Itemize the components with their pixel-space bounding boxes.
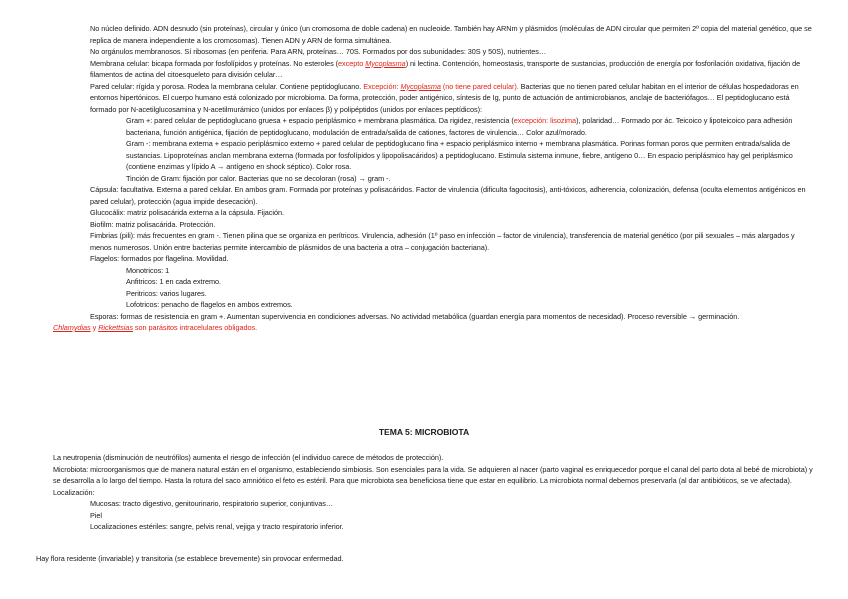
list-item-neutropenia — [0, 452, 813, 464]
nucleo-text: No núcleo definido. ADN desnudo (sin proteínas), circular y único (un cromosoma de doble cadena) en nucleoide. También hay ARNm y plásmidos (moléculas de ADN circular que permiten 2º copia del material genético, que se replica de manera independiente a los cromosomas). Tienen ADN y ARN de forma simultánea. — [90, 24, 812, 45]
list-item-membrana — [0, 58, 816, 81]
localizacion-text: Piel — [90, 510, 102, 520]
list-item-microbiota — [0, 464, 813, 499]
lisozima-exception: excepción: lisozima — [513, 116, 577, 125]
list-item-localizacion — [0, 521, 816, 533]
pared-text: Pared celular: rígida y porosa. Rodea la membrana celular. Contiene peptidoglucano. — [90, 81, 364, 91]
chlamydias-link: Chlamydias — [53, 323, 91, 332]
list-item-capsula — [0, 184, 816, 207]
membrana-exception: excepto — [338, 58, 366, 68]
list-item-flagelo-tipo — [0, 288, 794, 300]
glucocalix-text: Glucocálix: matriz polisacárida externa a la cápsula. Fijación. — [90, 208, 284, 217]
flora-paragraph: Hay flora residente (invariable) y transitoria (se establece brevemente) sin provocar enfermedad. — [36, 554, 344, 563]
list-item-pared — [0, 81, 816, 116]
list-item-localizacion — [0, 498, 816, 510]
fimbrias-text: Fimbrias (pili): más frecuentes en gram -. Tienen pilina que se organiza en perítricos. Virulencia, adhesión (1º paso en infección – factor de virulencia), transferencia de material genético (por pili sexuales – más alargados y menos numerosos. Unión entre bacterias permite intercambio de plásmidos de una bacteria a otra – conjugación bacteriana). — [90, 231, 795, 252]
list-item-flagelo-tipo — [0, 265, 794, 277]
mycoplasma-link: Mycoplasma — [365, 58, 406, 68]
gram-positive-text: Gram +: pared celular de peptidoglucano gruesa + espacio periplásmico + membrana plasmática. Da rigidez, resistencia ( — [126, 116, 514, 125]
list-item-parasitos — [0, 322, 813, 334]
parasitos-and: y — [90, 323, 99, 332]
flagelo-tipo-text: Monotricos: 1 — [126, 265, 170, 275]
localizacion-text: Localizaciones estériles: sangre, pelvis renal, vejiga y tracto respiratorio inferior. — [90, 522, 344, 531]
list-item-flagelos — [0, 253, 816, 265]
pared-exception: Excepción: — [363, 81, 401, 91]
list-item-gram-negative — [0, 138, 794, 173]
list-item-tincion — [0, 173, 794, 185]
list-item-localizacion — [0, 510, 816, 522]
localizacion-text: Mucosas: tracto digestivo, genitourinario, respiratorio superior, conjuntivas… — [90, 499, 334, 508]
gram-positive-text-cont: ), polaridad… Formado por ác. Teicoico y lipoteicoico para adhesión bacteriana, función antigénica, fijación de peptidoglucano, modulación de entrada/salida de cationes, factores de virulencia… Color azul/morado. — [126, 116, 793, 137]
list-item-fimbrias — [0, 230, 816, 253]
list-item-gram-positive — [0, 115, 794, 138]
list-item-nucleo — [0, 23, 816, 46]
microbiota-text: Microbiota: microorganismos que de manera natural están en el organismo, estableciendo simbiosis. Son esenciales para la vida. Se adquieren al nacer (parto vaginal es enriquecedor porque el canal del parto dota al bebé de microbiota) y se desarrolla a lo largo del tiempo. Hasta la rotura del saco amniótico el feto es estéril. Para que microbiota sea beneficiosa tiene que estar en equilibrio. La microbiota normal debemos preservarla (al dar antibióticos, se ve afectada). Localización: — [53, 464, 813, 497]
flagelo-tipo-text: Anfitricos: 1 en cada extremo. — [126, 277, 222, 286]
membrana-text: Membrana celular: bicapa formada por fosfolípidos y proteínas. No esteroles ( — [90, 58, 339, 68]
esporas-text: Esporas: formas de resistencia en gram +. Aumentan supervivencia en condiciones adversas. No actividad metabólica (guardan energía para momentos de necesidad). Proceso reversible → germinación. — [90, 311, 740, 321]
flagelo-tipo-text: Lofotricos: penacho de flagelos en ambos extremos. — [126, 300, 293, 309]
neutropenia-text: La neutropenia (disminución de neutrófilos) aumenta el riesgo de infección (el individuo carece de métodos de protección). — [53, 453, 444, 462]
list-item-biofilm — [0, 219, 816, 231]
biofilm-text: Biofilm: matriz polisacárida. Protección. — [90, 219, 216, 229]
list-item-organulos — [0, 46, 816, 58]
mycoplasma-link: Mycoplasma — [400, 81, 441, 91]
list-item-flagelo-tipo — [0, 276, 794, 288]
gram-negative-text: Gram -: membrana externa + espacio periplásmico externo + pared celular de peptidoglucano fina + espacio periplásmico interno + membrana plasmática. Porinas forman poros que permiten entrada/salida de sustancias. Lipoproteínas anclan membrana externa (formada por fosfolípidos y lipopolisacáridos) a peptidoglucano. Estimula sistema inmune, fiebre, antígeno 0… En espacio periplásmico hay gel periplásmico (contiene enzimas y lípido A → antígeno en shock séptico). Color rosa. — [126, 139, 793, 171]
pared-text-cont: Bacterias que no tienen pared celular habitan en el interior de células hospedadoras en entornos hipertónicos. El cuerpo humano está colonizado por microbioma. Da forma, protección, poder antigénico, síntesis de Ig, punto de actuación de antimicrobianos, anclaje de bacteriófagos… El peptidoglucano está formado por N-acetilglucosamina y N-acetilmurámico (unidos por enlaces β) y polipéptidos (unidos por enlaces peptídicos): — [90, 81, 799, 114]
pared-exception-cont: (no tiene pared celular). — [440, 81, 519, 91]
capsula-text: Cápsula: facultativa. Externa a pared celular. En ambos gram. Formada por proteínas y polisacáridos. Factor de virulencia (dificulta fagocitosis), anti-tóxicos, adherencia, colonización, defensa (oculta elementos antigénicos en pared celular), protección (agua impide desecación). — [90, 185, 806, 206]
list-item-flagelo-tipo — [0, 299, 794, 311]
flagelos-text: Flagelos: formados por flagelina. Movilidad. — [90, 254, 229, 263]
membrana-text-cont: ) ni lectina. Contención, homeostasis, transporte de sustancias, producción de energía por fosforilación oxidativa, fijación de filamentos de actina del citoesqueleto para división celular… — [90, 58, 801, 79]
rickettsias-link: Rickettsias — [98, 323, 133, 332]
flagelo-tipo-text: Peritricos: varios lugares. — [126, 288, 207, 298]
list-item-glucocalix — [0, 207, 816, 219]
tincion-text: Tinción de Gram: fijación por calor. Bacterias que no se decoloran (rosa) → gram -. — [126, 173, 391, 183]
microbiota-section — [0, 452, 848, 533]
bacteria-structure-section — [0, 23, 848, 334]
parasitos-text: son parásitos intracelulares obligados. — [132, 323, 258, 332]
organulos-text: No orgánulos membranosos. Sí ribosomas (en periferia. Para ARN, proteínas… 70S. Formados por dos subunidades: 30S y 50S), nutrientes… — [90, 47, 547, 56]
list-item-esporas — [0, 311, 816, 323]
section-title: TEMA 5: MICROBIOTA — [378, 427, 470, 437]
